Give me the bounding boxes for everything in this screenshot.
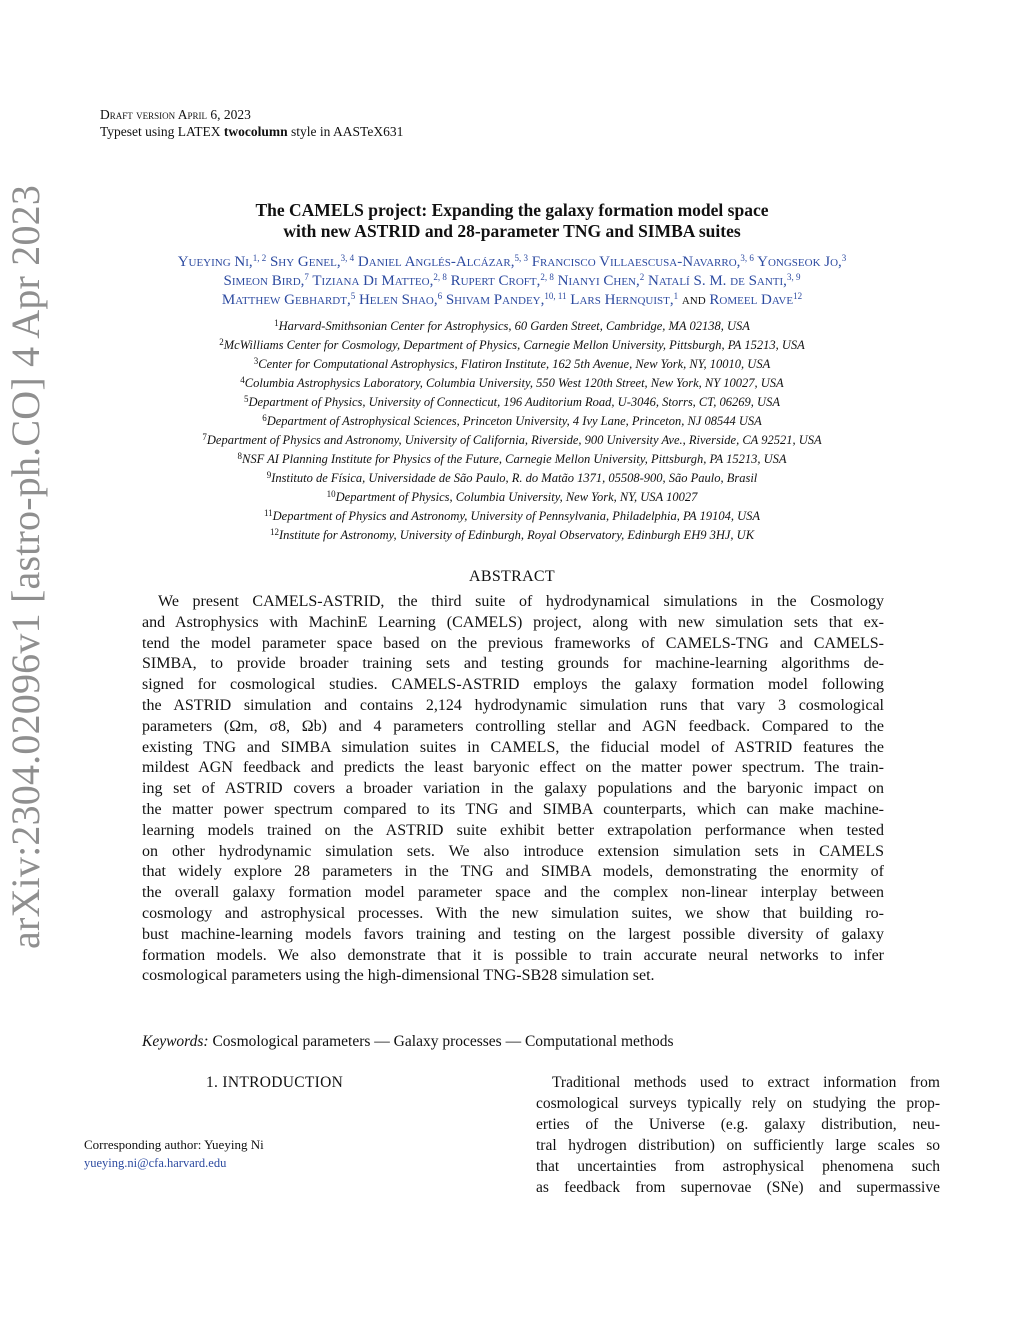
abstract-line: cosmology and astrophysical processes. With the new simulation suites, we show that building ro- bbox=[142, 904, 884, 922]
affiliation: $^5$Department of Physics, University of Connecticut, 196 Auditorium Road, U-3046, Storrs, CT, 06269, USA bbox=[244, 394, 780, 409]
keywords bbox=[142, 1032, 674, 1052]
title-line: with new ASTRID and 28-parameter TNG and SIMBA suites bbox=[283, 221, 741, 241]
author[interactable]: Yongseok Jo,$^3$ bbox=[757, 253, 847, 270]
typeset-prefix: Typeset using bbox=[100, 124, 175, 139]
author-line bbox=[100, 253, 924, 272]
author[interactable]: Lars Hernquist,$^1$ bbox=[570, 291, 679, 308]
author[interactable]: Shy Genel,$^{3, 4}$ bbox=[269, 253, 355, 270]
abstract-line: learning models trained on the ASTRID suite exhibit better extrapolation performance when tested bbox=[142, 821, 884, 839]
paper-title bbox=[180, 200, 844, 242]
affiliation: $^3$Center for Computational Astrophysics, Flatiron Institute, 162 5th Avenue, New York, NY, 10010, USA bbox=[253, 356, 771, 371]
abstract-line: the overall galaxy formation model parameter space and the complex non-linear interplay between bbox=[142, 884, 884, 902]
abstract-line: tend the model parameter space based on the previous frameworks of CAMELS-TNG and CAMELS- bbox=[142, 634, 884, 652]
abstract-line: and Astrophysics with MachinE Learning (CAMELS) project, along with new simulation sets that ex- bbox=[142, 613, 884, 631]
authors-and: and bbox=[681, 292, 706, 308]
abstract-line: the ASTRID simulation and contains 2,124 hydrodynamic simulation runs that vary 3 cosmological bbox=[142, 696, 884, 714]
arxiv-identifier-stamp: arXiv:2304.02096v1 [astro-ph.CO] 4 Apr 2023 bbox=[3, 184, 48, 949]
abstract-line: bust machine-learning models favors training and testing on the largest possible diversity of galaxy bbox=[142, 925, 884, 943]
title-line: The CAMELS project: Expanding the galaxy formation model space bbox=[255, 200, 769, 220]
affiliation: $^6$Department of Astrophysical Sciences, Princeton University, 4 Ivy Lane, Princeton, NJ 08544 USA bbox=[262, 413, 762, 428]
abstract-line: mildest AGN feedback and predicts the least baryonic effect on the matter power spectrum. The train- bbox=[142, 759, 884, 777]
author[interactable]: Tiziana Di Matteo,$^{2, 8}$ bbox=[312, 272, 447, 289]
author[interactable]: Shivam Pandey,$^{10, 11}$ bbox=[445, 291, 567, 308]
typeset-style: twocolumn bbox=[223, 124, 288, 139]
typeset-suffix: style in AASTeX631 bbox=[291, 124, 404, 139]
abstract-line: signed for cosmological studies. CAMELS-ASTRID employs the galaxy formation model following bbox=[142, 676, 884, 694]
author-line bbox=[100, 291, 924, 310]
draft-version-line: Draft version April 6, 2023 bbox=[100, 107, 251, 122]
section-heading-introduction: 1. INTRODUCTION bbox=[206, 1074, 344, 1091]
latex-logo: LATEX bbox=[177, 124, 221, 139]
author[interactable]: Yueying Ni,$^{1, 2}$ bbox=[177, 253, 267, 270]
author[interactable]: Daniel Anglés-Alcázar,$^{5, 3}$ bbox=[357, 253, 528, 270]
author[interactable]: Natalí S. M. de Santi,$^{3, 9}$ bbox=[648, 272, 801, 289]
corresponding-author-email-link[interactable]: yueying.ni@cfa.harvard.edu bbox=[84, 1156, 227, 1170]
author[interactable]: Helen Shao,$^6$ bbox=[358, 291, 443, 308]
abstract-heading: ABSTRACT bbox=[469, 568, 555, 585]
abstract-line: the matter power spectrum compared to its TNG and SIMBA counterparts, which can make machine- bbox=[142, 800, 884, 818]
intro-line: as feedback from supernovae (SNe) and supermassive bbox=[536, 1179, 940, 1196]
affiliation: $^{10}$Department of Physics, Columbia University, New York, NY, USA 10027 bbox=[326, 489, 698, 504]
abstract-line: SIMBA, to provide broader training sets and testing grounds for machine-learning algorithms de- bbox=[142, 655, 884, 673]
affiliation: $^8$NSF AI Planning Institute for Physics of the Future, Carnegie Mellon University, Pittsburgh, PA 15213, USA bbox=[237, 451, 787, 466]
author-line bbox=[100, 272, 924, 291]
intro-line: erties of the Universe (e.g. galaxy distribution, neu- bbox=[536, 1116, 940, 1133]
intro-line: tral hydrogen distribution) on sufficiently large scales so bbox=[536, 1137, 940, 1154]
abstract-line: formation models. We also demonstrate that it is possible to train accurate neural networks to infer bbox=[142, 946, 884, 964]
keywords-text: Cosmological parameters — Galaxy processes — Computational methods bbox=[212, 1033, 674, 1050]
affiliation-list bbox=[90, 317, 934, 545]
abstract-line: We present CAMELS-ASTRID, the third suite of hydrodynamical simulations in the Cosmology bbox=[158, 593, 884, 610]
intro-line: Traditional methods used to extract information from bbox=[552, 1074, 940, 1091]
affiliation: $^2$McWilliams Center for Cosmology, Department of Physics, Carnegie Mellon University, Pittsburgh, PA 15213, USA bbox=[219, 337, 805, 352]
introduction-text bbox=[536, 1072, 940, 1198]
corresponding-author-label: Corresponding author: Yueying Ni bbox=[84, 1137, 264, 1152]
typeset-line bbox=[100, 123, 403, 140]
author[interactable]: Francisco Villaescusa-Navarro,$^{3, 6}$ bbox=[531, 253, 754, 270]
intro-line: cosmological surveys typically rely on studying the prop- bbox=[536, 1095, 940, 1112]
affiliation: $^{11}$Department of Physics and Astronomy, University of Pennsylvania, Philadelphia, PA 19104, USA bbox=[263, 508, 760, 523]
abstract-text bbox=[142, 592, 884, 987]
author[interactable]: Matthew Gebhardt,$^5$ bbox=[221, 291, 356, 308]
intro-line: that uncertainties from astrophysical phenomena such bbox=[536, 1158, 940, 1175]
affiliation: $^1$Harvard-Smithsonian Center for Astrophysics, 60 Garden Street, Cambridge, MA 02138, USA bbox=[274, 318, 750, 333]
author[interactable]: Nianyi Chen,$^2$ bbox=[557, 272, 645, 289]
keywords-label: Keywords: bbox=[142, 1033, 209, 1050]
affiliation: $^9$Instituto de Física, Universidade de São Paulo, R. do Matão 1371, 05508-900, São Paulo, Brasil bbox=[266, 470, 758, 485]
abstract-line: cosmological parameters using the high-dimensional TNG-SB28 simulation set. bbox=[142, 967, 655, 985]
abstract-line: existing TNG and SIMBA simulation suites in CAMELS, the fiducial model of ASTRID features the bbox=[142, 738, 884, 756]
affiliation: $^{12}$Institute for Astronomy, University of Edinburgh, Royal Observatory, Edinburgh EH9 3HJ, UK bbox=[269, 527, 755, 542]
author[interactable]: Romeel Dave$^{12}$ bbox=[709, 291, 803, 308]
abstract-line: ing set of ASTRID covers a broader variation in the galaxy populations and the baryonic impact on bbox=[142, 780, 884, 798]
corresponding-author bbox=[84, 1136, 264, 1172]
document-header bbox=[100, 106, 403, 140]
abstract-line: parameters (Ωm, σ8, Ωb) and 4 parameters controlling stellar and AGN feedback. Compared to the bbox=[142, 717, 884, 735]
affiliation: $^7$Department of Physics and Astronomy, University of California, Riverside, 900 University Ave., Riverside, CA 92521, USA bbox=[202, 432, 822, 447]
abstract-line: on other hydrodynamic simulation sets. We also introduce extension simulation sets in CAMELS bbox=[142, 842, 884, 860]
abstract-line: that widely explore 28 parameters in the TNG and SIMBA models, demonstrating the enormity of bbox=[142, 863, 884, 881]
author-list bbox=[100, 253, 924, 310]
affiliation: $^4$Columbia Astrophysics Laboratory, Columbia University, 550 West 120th Street, New York, NY 10027, USA bbox=[240, 375, 784, 390]
author[interactable]: Rupert Croft,$^{2, 8}$ bbox=[450, 272, 554, 289]
author[interactable]: Simeon Bird,$^7$ bbox=[223, 272, 309, 289]
